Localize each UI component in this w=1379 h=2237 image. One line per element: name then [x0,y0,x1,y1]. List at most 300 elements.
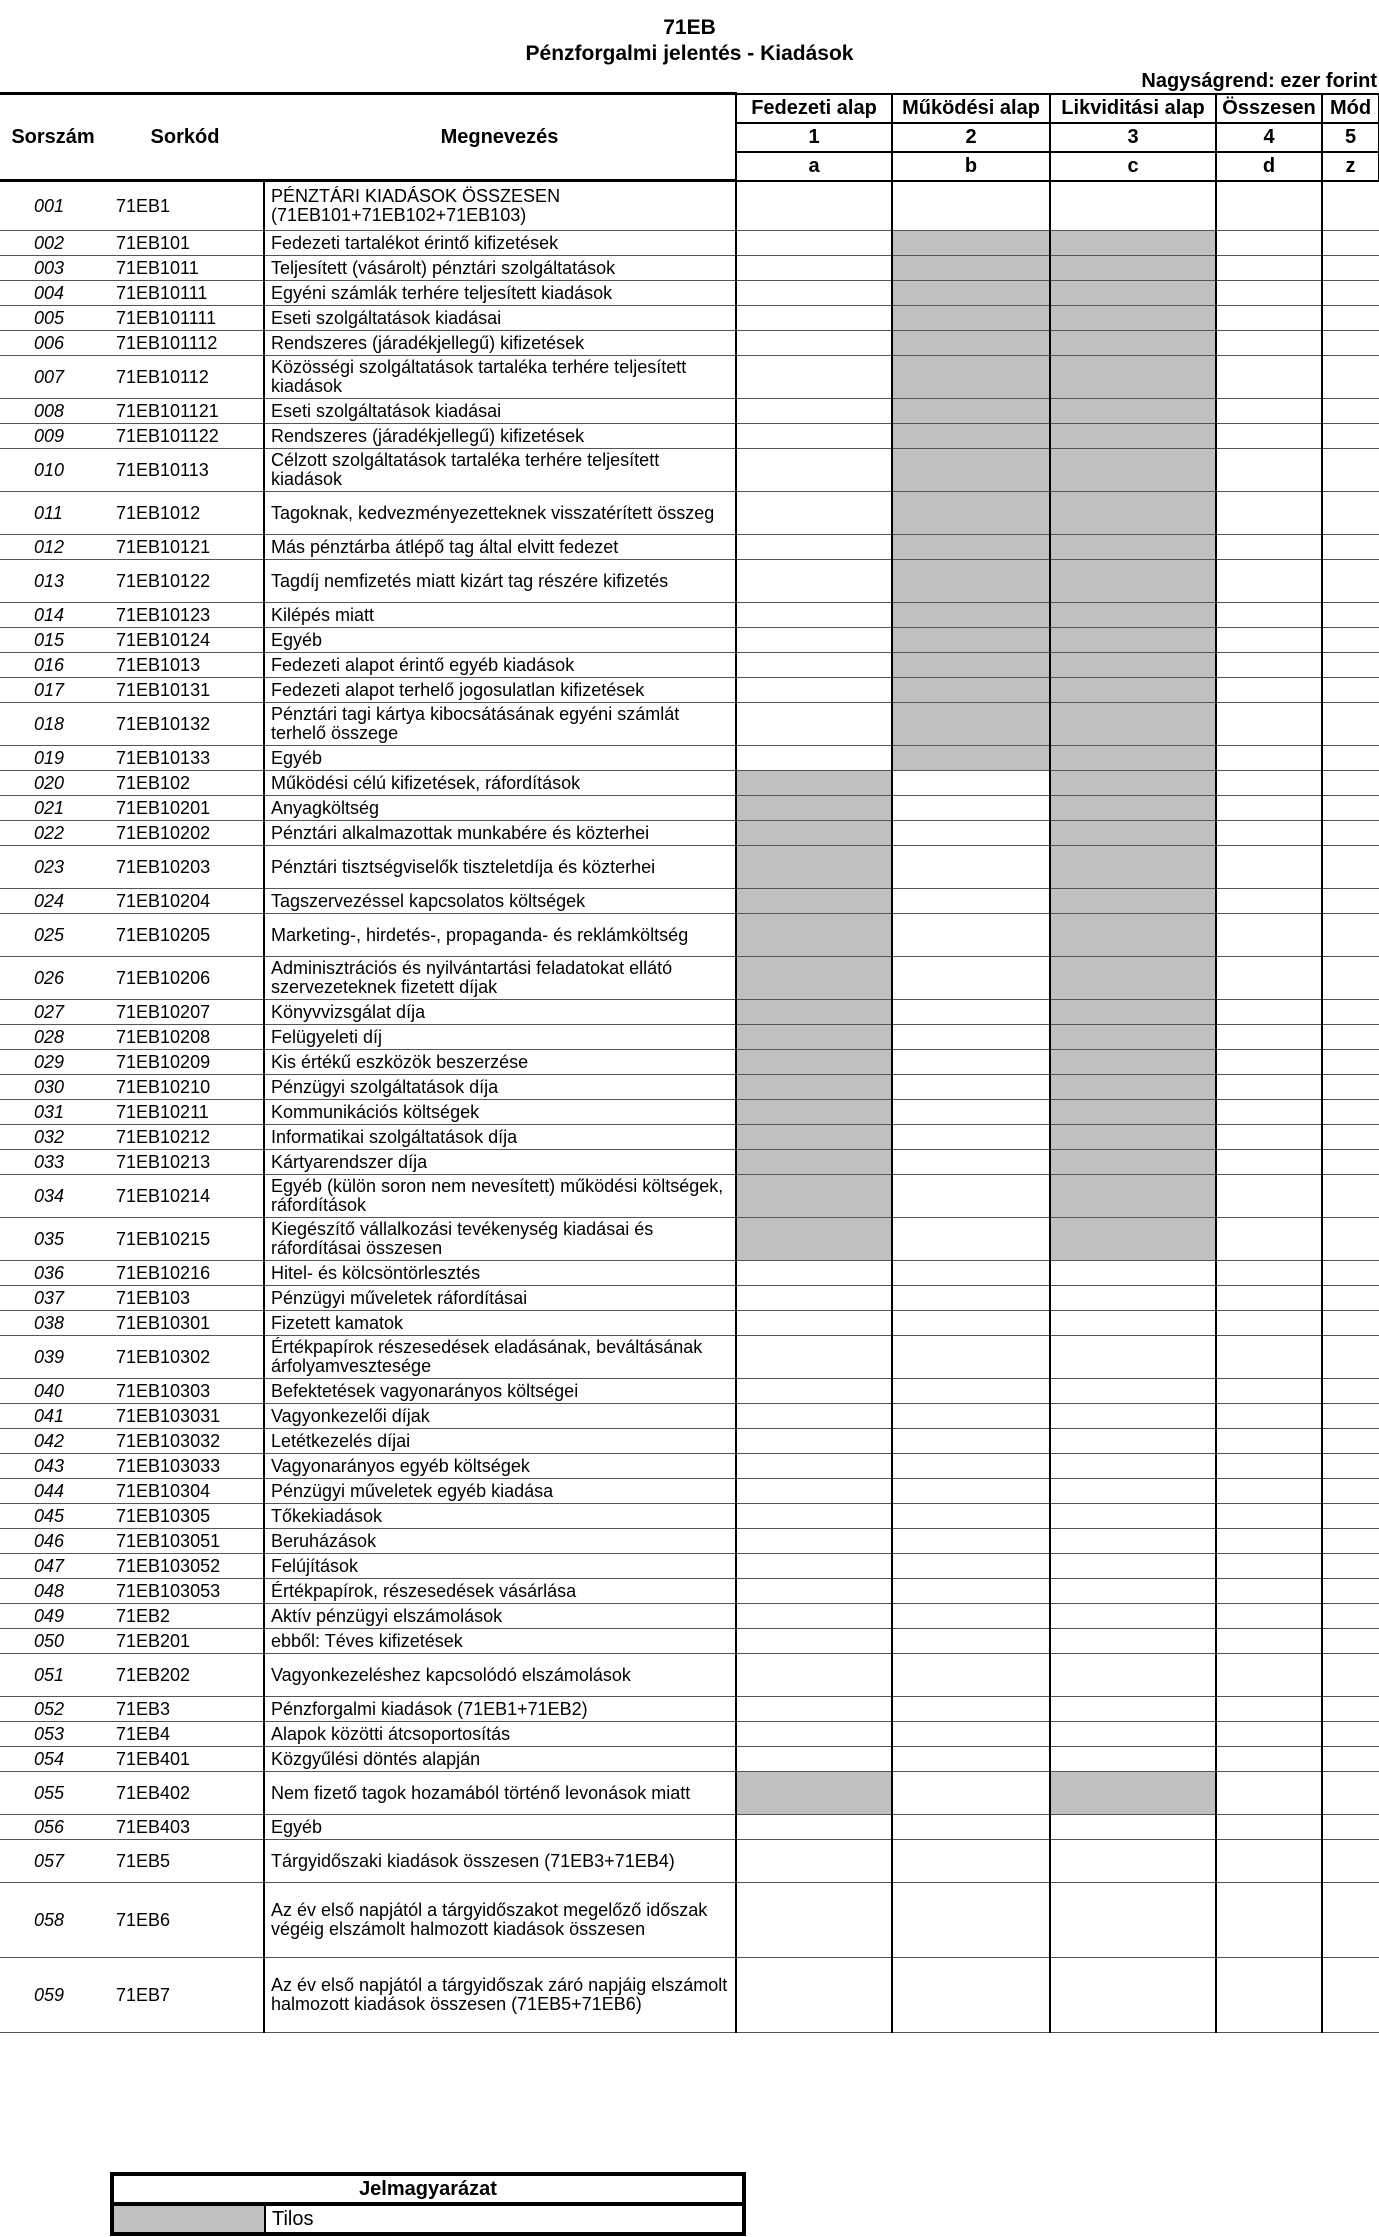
value-cell[interactable] [892,1218,1050,1261]
row-name: Fedezeti alapot terhelő jogosulatlan kifizetések [264,678,736,703]
row-number: 059 [0,1958,106,2033]
value-cell[interactable] [892,1336,1050,1379]
mod-cell[interactable] [1322,306,1379,331]
value-cell[interactable] [1216,181,1322,231]
value-cell[interactable] [736,603,892,628]
mod-cell[interactable] [1322,653,1379,678]
mod-cell[interactable] [1322,1150,1379,1175]
row-code: 71EB7 [106,1958,264,2033]
value-cell[interactable] [736,1629,892,1654]
value-cell[interactable] [1216,1815,1322,1840]
col-num: 1 [736,123,892,152]
value-cell[interactable] [1216,1697,1322,1722]
mod-cell[interactable] [1322,846,1379,889]
value-cell[interactable] [1050,1722,1216,1747]
table-row [0,746,1379,771]
table-row [0,231,1379,256]
value-cell[interactable] [892,914,1050,957]
mod-cell[interactable] [1322,1554,1379,1579]
value-cell[interactable] [1216,1883,1322,1958]
mod-cell[interactable] [1322,1629,1379,1654]
value-cell[interactable] [736,628,892,653]
value-cell[interactable] [736,535,892,560]
mod-cell[interactable] [1322,1504,1379,1529]
value-cell[interactable] [1050,1504,1216,1529]
mod-cell[interactable] [1322,1218,1379,1261]
value-cell[interactable] [1050,1654,1216,1697]
value-cell[interactable] [1050,1579,1216,1604]
value-cell[interactable] [1216,1629,1322,1654]
value-cell[interactable] [736,1504,892,1529]
value-cell[interactable] [892,957,1050,1000]
value-cell[interactable] [736,1286,892,1311]
mod-cell[interactable] [1322,181,1379,231]
value-cell [1050,331,1216,356]
value-cell[interactable] [1050,1379,1216,1404]
mod-cell[interactable] [1322,331,1379,356]
mod-cell[interactable] [1322,1075,1379,1100]
mod-cell[interactable] [1322,703,1379,746]
mod-cell[interactable] [1322,449,1379,492]
value-cell[interactable] [892,1722,1050,1747]
value-cell[interactable] [892,821,1050,846]
value-cell[interactable] [892,1175,1050,1218]
row-name: Teljesített (vásárolt) pénztári szolgáltatások [264,256,736,281]
value-cell[interactable] [1216,560,1322,603]
row-code: 71EB201 [106,1629,264,1654]
row-name: Tagdíj nemfizetés miatt kizárt tag részére kifizetés [264,560,736,603]
row-number: 025 [0,914,106,957]
value-cell[interactable] [736,1815,892,1840]
value-cell[interactable] [892,889,1050,914]
row-number: 039 [0,1336,106,1379]
value-cell[interactable] [736,492,892,535]
mod-cell[interactable] [1322,1883,1379,1958]
mod-cell[interactable] [1322,1000,1379,1025]
value-cell[interactable] [1216,492,1322,535]
value-cell[interactable] [1216,424,1322,449]
value-cell [736,957,892,1000]
value-cell[interactable] [892,1000,1050,1025]
mod-cell[interactable] [1322,678,1379,703]
value-cell[interactable] [1216,1958,1322,2033]
value-cell[interactable] [892,1772,1050,1815]
mod-cell[interactable] [1322,492,1379,535]
mod-cell[interactable] [1322,231,1379,256]
value-cell [1050,1025,1216,1050]
value-cell[interactable] [1216,1554,1322,1579]
value-cell[interactable] [736,1747,892,1772]
value-cell[interactable] [892,1479,1050,1504]
row-number: 031 [0,1100,106,1125]
value-cell[interactable] [1216,628,1322,653]
value-cell[interactable] [892,1050,1050,1075]
value-cell[interactable] [736,703,892,746]
mod-cell[interactable] [1322,1654,1379,1697]
value-cell[interactable] [1216,1150,1322,1175]
value-cell[interactable] [1050,1747,1216,1772]
mod-cell[interactable] [1322,424,1379,449]
row-number: 038 [0,1311,106,1336]
row-code: 71EB403 [106,1815,264,1840]
mod-cell[interactable] [1322,1286,1379,1311]
value-cell[interactable] [892,796,1050,821]
value-cell[interactable] [1216,1722,1322,1747]
value-cell[interactable] [1216,1429,1322,1454]
mod-cell[interactable] [1322,1336,1379,1379]
value-cell[interactable] [736,1336,892,1379]
row-code: 71EB10302 [106,1336,264,1379]
value-cell[interactable] [1216,1050,1322,1075]
value-cell[interactable] [736,1654,892,1697]
col-mod: Mód [1322,94,1379,123]
table-row [0,1175,1379,1218]
value-cell[interactable] [1050,1404,1216,1429]
value-cell[interactable] [1216,1479,1322,1504]
value-cell[interactable] [892,1075,1050,1100]
value-cell[interactable] [1216,1218,1322,1261]
mod-cell[interactable] [1322,1722,1379,1747]
value-cell [1050,1100,1216,1125]
mod-cell[interactable] [1322,1261,1379,1286]
value-cell[interactable] [736,1883,892,1958]
value-cell[interactable] [736,1404,892,1429]
mod-cell[interactable] [1322,1125,1379,1150]
table-row [0,1722,1379,1747]
mod-cell[interactable] [1322,1840,1379,1883]
mod-cell[interactable] [1322,821,1379,846]
value-cell[interactable] [1216,889,1322,914]
value-cell[interactable] [736,560,892,603]
value-cell[interactable] [736,1529,892,1554]
value-cell [892,535,1050,560]
value-cell[interactable] [1050,1311,1216,1336]
value-cell[interactable] [736,449,892,492]
value-cell[interactable] [1216,1311,1322,1336]
value-cell[interactable] [736,256,892,281]
table-row [0,1772,1379,1815]
row-code: 71EB10210 [106,1075,264,1100]
row-name: Felújítások [264,1554,736,1579]
value-cell[interactable] [1216,1125,1322,1150]
mod-cell[interactable] [1322,914,1379,957]
value-cell[interactable] [1216,957,1322,1000]
mod-cell[interactable] [1322,1815,1379,1840]
row-number: 016 [0,653,106,678]
value-cell[interactable] [1216,1604,1322,1629]
value-cell[interactable] [892,1529,1050,1554]
row-number: 041 [0,1404,106,1429]
value-cell[interactable] [1050,1529,1216,1554]
value-cell[interactable] [892,1429,1050,1454]
row-name: Fedezeti alapot érintő egyéb kiadások [264,653,736,678]
value-cell[interactable] [736,1840,892,1883]
row-number: 049 [0,1604,106,1629]
mod-cell[interactable] [1322,1454,1379,1479]
value-cell[interactable] [892,1747,1050,1772]
row-name: Kiegészítő vállalkozási tevékenység kiadásai és ráfordításai összesen [264,1218,736,1261]
value-cell [736,1075,892,1100]
mod-cell[interactable] [1322,1579,1379,1604]
value-cell [736,846,892,889]
row-name: PÉNZTÁRI KIADÁSOK ÖSSZESEN (71EB101+71EB102+71EB103) [264,181,736,231]
value-cell[interactable] [1216,914,1322,957]
value-cell[interactable] [1050,1815,1216,1840]
value-cell[interactable] [736,1554,892,1579]
table-row [0,678,1379,703]
value-cell[interactable] [736,356,892,399]
value-cell[interactable] [1050,1840,1216,1883]
row-number: 033 [0,1150,106,1175]
value-cell[interactable] [1216,281,1322,306]
value-cell[interactable] [736,1604,892,1629]
value-cell[interactable] [736,181,892,231]
value-cell[interactable] [892,1454,1050,1479]
table-row [0,1100,1379,1125]
mod-cell[interactable] [1322,1479,1379,1504]
table-row [0,653,1379,678]
value-cell[interactable] [1050,1629,1216,1654]
value-cell[interactable] [736,231,892,256]
value-cell[interactable] [1216,1379,1322,1404]
value-cell[interactable] [736,281,892,306]
value-cell[interactable] [1216,678,1322,703]
row-code: 71EB10216 [106,1261,264,1286]
value-cell[interactable] [736,1311,892,1336]
value-cell[interactable] [1216,703,1322,746]
value-cell[interactable] [1216,331,1322,356]
value-cell[interactable] [892,1286,1050,1311]
row-name: Letétkezelés díjai [264,1429,736,1454]
value-cell[interactable] [1050,1697,1216,1722]
mod-cell[interactable] [1322,1772,1379,1815]
value-cell[interactable] [736,424,892,449]
mod-cell[interactable] [1322,1429,1379,1454]
value-cell[interactable] [1216,1840,1322,1883]
row-number: 050 [0,1629,106,1654]
value-cell[interactable] [1050,1554,1216,1579]
value-cell[interactable] [736,1379,892,1404]
value-cell[interactable] [1216,1075,1322,1100]
mod-cell[interactable] [1322,1958,1379,2033]
value-cell[interactable] [892,1815,1050,1840]
value-cell[interactable] [1050,181,1216,231]
value-cell[interactable] [736,678,892,703]
mod-cell[interactable] [1322,1175,1379,1218]
value-cell[interactable] [1216,1529,1322,1554]
mod-cell[interactable] [1322,256,1379,281]
value-cell [736,914,892,957]
report-table [0,92,1379,2033]
value-cell[interactable] [1216,1404,1322,1429]
row-name: Kártyarendszer díja [264,1150,736,1175]
value-cell[interactable] [1216,1747,1322,1772]
row-code: 71EB202 [106,1654,264,1697]
value-cell[interactable] [892,1883,1050,1958]
value-cell[interactable] [1216,846,1322,889]
value-cell[interactable] [736,331,892,356]
row-name: Fizetett kamatok [264,1311,736,1336]
value-cell[interactable] [1216,1100,1322,1125]
value-cell[interactable] [892,1125,1050,1150]
row-name: Alapok közötti átcsoportosítás [264,1722,736,1747]
value-cell[interactable] [892,1261,1050,1286]
value-cell[interactable] [1216,1286,1322,1311]
value-cell[interactable] [736,1722,892,1747]
value-cell[interactable] [736,1479,892,1504]
value-cell[interactable] [736,1429,892,1454]
row-code: 71EB103052 [106,1554,264,1579]
mod-cell[interactable] [1322,356,1379,399]
row-name: Eseti szolgáltatások kiadásai [264,399,736,424]
mod-cell[interactable] [1322,535,1379,560]
value-cell[interactable] [892,1958,1050,2033]
value-cell[interactable] [892,1629,1050,1654]
row-number: 019 [0,746,106,771]
value-cell[interactable] [736,399,892,424]
table-row [0,560,1379,603]
value-cell[interactable] [892,1379,1050,1404]
row-code: 71EB10121 [106,535,264,560]
value-cell[interactable] [892,181,1050,231]
value-cell[interactable] [892,771,1050,796]
mod-cell[interactable] [1322,957,1379,1000]
value-cell[interactable] [892,1504,1050,1529]
mod-cell[interactable] [1322,796,1379,821]
mod-cell[interactable] [1322,603,1379,628]
value-cell[interactable] [1050,1429,1216,1454]
value-cell[interactable] [736,1579,892,1604]
value-cell[interactable] [1216,535,1322,560]
row-number: 055 [0,1772,106,1815]
value-cell[interactable] [736,1697,892,1722]
value-cell [892,678,1050,703]
value-cell[interactable] [1216,1261,1322,1286]
value-cell[interactable] [892,1150,1050,1175]
value-cell[interactable] [892,1025,1050,1050]
row-number: 002 [0,231,106,256]
mod-cell[interactable] [1322,889,1379,914]
value-cell[interactable] [1050,1604,1216,1629]
value-cell[interactable] [1050,1336,1216,1379]
mod-cell[interactable] [1322,281,1379,306]
value-cell [736,771,892,796]
value-cell[interactable] [736,653,892,678]
mod-cell[interactable] [1322,1025,1379,1050]
row-number: 008 [0,399,106,424]
row-code: 71EB103032 [106,1429,264,1454]
value-cell[interactable] [892,1579,1050,1604]
mod-cell[interactable] [1322,1697,1379,1722]
value-cell[interactable] [736,306,892,331]
value-cell[interactable] [736,1958,892,2033]
mod-cell[interactable] [1322,771,1379,796]
table-row [0,914,1379,957]
value-cell[interactable] [892,1311,1050,1336]
value-cell[interactable] [1216,306,1322,331]
mod-cell[interactable] [1322,628,1379,653]
value-cell[interactable] [1216,1000,1322,1025]
value-cell [892,492,1050,535]
value-cell[interactable] [1216,1175,1322,1218]
value-cell[interactable] [1216,796,1322,821]
mod-cell[interactable] [1322,1379,1379,1404]
value-cell [892,560,1050,603]
value-cell[interactable] [736,746,892,771]
value-cell [892,449,1050,492]
mod-cell[interactable] [1322,1100,1379,1125]
mod-cell[interactable] [1322,1529,1379,1554]
row-code: 71EB1013 [106,653,264,678]
value-cell[interactable] [1216,1579,1322,1604]
row-code: 71EB10214 [106,1175,264,1218]
row-name: Tárgyidőszaki kiadások összesen (71EB3+71EB4) [264,1840,736,1883]
mod-cell[interactable] [1322,746,1379,771]
value-cell[interactable] [1050,1454,1216,1479]
value-cell [1050,1218,1216,1261]
value-cell[interactable] [736,1261,892,1286]
value-cell[interactable] [1050,1479,1216,1504]
value-cell[interactable] [1216,1504,1322,1529]
value-cell[interactable] [1216,399,1322,424]
value-cell[interactable] [892,846,1050,889]
value-cell[interactable] [1216,653,1322,678]
value-cell[interactable] [1216,1454,1322,1479]
value-cell[interactable] [1216,1654,1322,1697]
row-name: Eseti szolgáltatások kiadásai [264,306,736,331]
row-name: Értékpapírok, részesedések vásárlása [264,1579,736,1604]
mod-cell[interactable] [1322,399,1379,424]
mod-cell[interactable] [1322,1404,1379,1429]
value-cell[interactable] [1216,256,1322,281]
col-sorszam: Sorszám [0,94,106,181]
mod-cell[interactable] [1322,1747,1379,1772]
table-row [0,1504,1379,1529]
value-cell[interactable] [892,1100,1050,1125]
value-cell[interactable] [1216,746,1322,771]
value-cell[interactable] [892,1554,1050,1579]
value-cell[interactable] [892,1654,1050,1697]
value-cell[interactable] [1050,1958,1216,2033]
value-cell[interactable] [1216,356,1322,399]
value-cell[interactable] [1216,603,1322,628]
mod-cell[interactable] [1322,1604,1379,1629]
value-cell[interactable] [1216,231,1322,256]
value-cell[interactable] [892,1697,1050,1722]
row-code: 71EB10112 [106,356,264,399]
value-cell[interactable] [1216,1772,1322,1815]
value-cell[interactable] [736,1454,892,1479]
value-cell[interactable] [892,1604,1050,1629]
value-cell[interactable] [1216,821,1322,846]
mod-cell[interactable] [1322,560,1379,603]
mod-cell[interactable] [1322,1050,1379,1075]
value-cell[interactable] [892,1404,1050,1429]
value-cell[interactable] [1216,1336,1322,1379]
value-cell[interactable] [892,1840,1050,1883]
value-cell [1050,449,1216,492]
value-cell[interactable] [1050,1883,1216,1958]
mod-cell[interactable] [1322,1311,1379,1336]
table-row [0,821,1379,846]
table-row [0,1629,1379,1654]
row-code: 71EB10212 [106,1125,264,1150]
value-cell[interactable] [1216,1025,1322,1050]
value-cell[interactable] [1050,1261,1216,1286]
value-cell[interactable] [1216,449,1322,492]
value-cell[interactable] [1050,1286,1216,1311]
value-cell[interactable] [1216,771,1322,796]
